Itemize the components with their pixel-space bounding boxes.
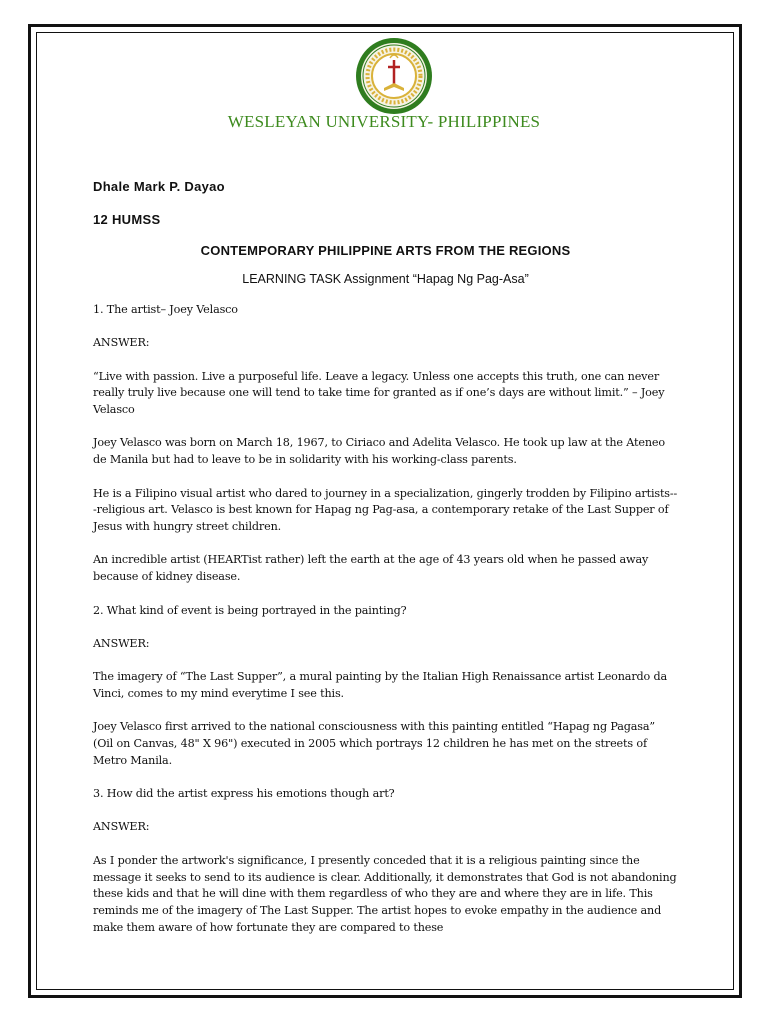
student-grade: 12 HUMSS xyxy=(93,212,161,227)
question-3: 3. How did the artist express his emotions though art? xyxy=(93,787,395,801)
university-seal-icon xyxy=(354,36,434,116)
university-name: WESLEYAN UNIVERSITY- PHILIPPINES xyxy=(227,112,541,131)
subject-title: CONTEMPORARY PHILIPPINE ARTS FROM THE REGIONS xyxy=(200,243,571,258)
answer-label-2: ANSWER: xyxy=(93,636,150,650)
answer-label-3: ANSWER: xyxy=(93,820,150,834)
question-1: 1. The artist– Joey Velasco xyxy=(93,303,238,316)
paragraph-artist: He is a Filipino visual artist who dared to journey in a specialization, gingerly trodden by Filipino artists---religious art. Velasco is best known for Hapag ng Pag-asa, a contemporary retake of the Last Supper of Jesus with hungry street children. xyxy=(93,486,678,534)
paragraph-last-supper: The imagery of “The Last Supper”, a mural painting by the Italian High Renaissance artist Leonardo da Vinci, comes to my mind everytime I see this. xyxy=(93,670,668,700)
student-name: Dhale Mark P. Dayao xyxy=(93,179,225,194)
paragraph-quote: “Live with passion. Live a purposeful life. Leave a legacy. Unless one accepts this truth, one can never really truly live because one will tend to take time for granted as if one’s days are without limit.” – Joey Velasco xyxy=(93,369,665,417)
paragraph-death: An incredible artist (HEARTist rather) left the earth at the age of 43 years old when he passed away because of kidney disease. xyxy=(93,553,649,584)
question-2: 2. What kind of event is being portrayed in the painting? xyxy=(93,603,407,617)
paragraph-painting: Joey Velasco first arrived to the national consciousness with this painting entitled “Hapag ng Pagasa” (Oil on Canvas, 48" X 96") executed in 2005 which portrays 12 children he has met on the streets of Metro Manila. xyxy=(93,720,655,767)
paragraph-emotion: As I ponder the artwork's significance, I presently conceded that it is a religious painting since the message it seeks to send to its audience is clear. Additionally, it demonstrates that God is not abandoning these kids and that he will dine with them regardless of who they are and where they are in life. This reminds me of the imagery of The Last Supper. The artist hopes to evoke empathy in the audience and make them aware of how fortunate they are compared to these xyxy=(93,853,677,934)
task-title: LEARNING TASK Assignment “Hapag Ng Pag-Asa” xyxy=(242,272,529,286)
document-body xyxy=(93,172,678,937)
paragraph-birth: Joey Velasco was born on March 18, 1967, to Ciriaco and Adelita Velasco. He took up law at the Ateneo de Manila but had to leave to be in solidarity with his working-class parents. xyxy=(93,436,665,467)
answer-label-1: ANSWER: xyxy=(93,336,150,350)
